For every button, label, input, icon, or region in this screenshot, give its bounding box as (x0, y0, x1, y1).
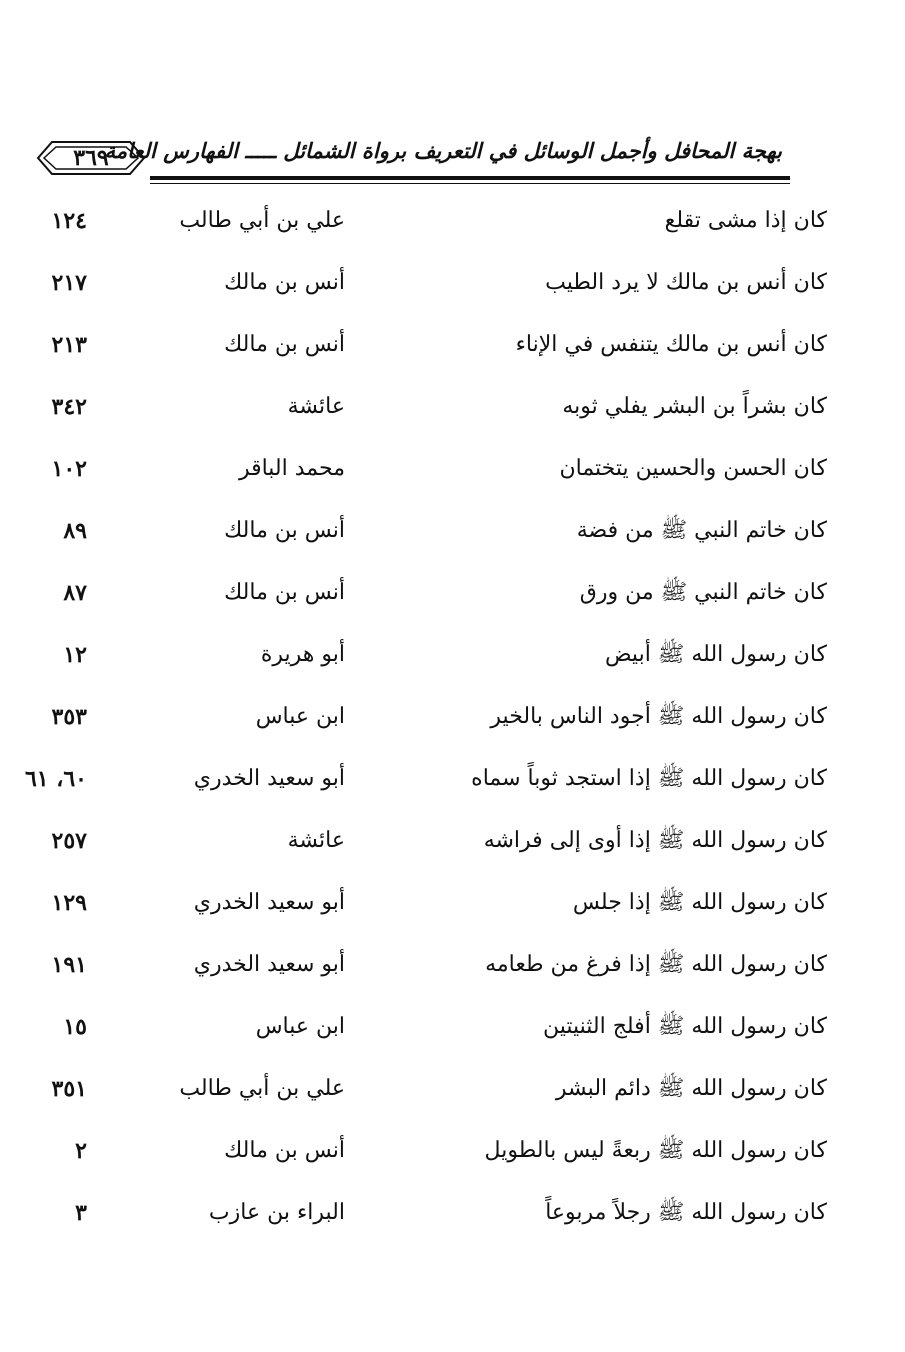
index-row (0, 640, 905, 690)
narrator-name: عائشة (287, 394, 345, 419)
narrator-name: علي بن أبي طالب (179, 208, 345, 233)
narrator-name: أبو هريرة (260, 642, 345, 667)
narrator-name: أبو سعيد الخدري (193, 766, 345, 791)
index-row (0, 268, 905, 318)
page-reference: ٢ (75, 1138, 87, 1164)
narrator-name: أنس بن مالك (224, 270, 345, 295)
index-row (0, 516, 905, 566)
narrator-name: محمد الباقر (238, 456, 345, 481)
page-number-badge (36, 136, 146, 180)
hadith-incipit: كان رسول الله ﷺ إذا جلس (572, 890, 827, 915)
page-reference: ٢١٣ (51, 332, 87, 358)
header-rule-thin (150, 183, 790, 184)
hadith-incipit: كان رسول الله ﷺ أجود الناس بالخير (490, 704, 827, 729)
page-header (30, 128, 790, 184)
hadith-incipit: كان الحسن والحسين يتختمان (559, 456, 827, 481)
index-row (0, 888, 905, 938)
page-reference: ١٢٤ (51, 208, 87, 234)
hadith-incipit: كان خاتم النبي ﷺ من ورق (579, 580, 827, 605)
narrator-name: علي بن أبي طالب (179, 1076, 345, 1101)
narrator-name: أبو سعيد الخدري (193, 890, 345, 915)
index-row (0, 330, 905, 380)
running-title: بهجة المحافل وأجمل الوسائل في التعريف برواة الشمائل ـــــ الفهارس العامة (104, 138, 782, 163)
page-reference: ٦٠، ٦١ (24, 766, 87, 792)
page-reference: ٣٥١ (51, 1076, 87, 1102)
page-reference: ٨٧ (63, 580, 87, 606)
index-row (0, 826, 905, 876)
hadith-incipit: كان رسول الله ﷺ أبيض (604, 642, 827, 667)
index-row (0, 950, 905, 1000)
page-reference: ١٢٩ (51, 890, 87, 916)
hadith-incipit: كان رسول الله ﷺ إذا استجد ثوباً سماه (471, 766, 827, 791)
narrator-name: أنس بن مالك (224, 580, 345, 605)
page-reference: ٨٩ (63, 518, 87, 544)
hadith-incipit: كان إذا مشى تقلع (664, 208, 827, 233)
narrator-name: البراء بن عازب (208, 1200, 345, 1225)
hadith-incipit: كان أنس بن مالك لا يرد الطيب (545, 270, 827, 295)
narrator-name: أنس بن مالك (224, 1138, 345, 1163)
index-row (0, 454, 905, 504)
page-reference: ١٢ (63, 642, 87, 668)
hadith-incipit: كان رسول الله ﷺ إذا فرغ من طعامه (485, 952, 827, 977)
page-reference: ١٠٢ (51, 456, 87, 482)
index-row (0, 206, 905, 256)
hadith-incipit: كان رسول الله ﷺ دائم البشر (555, 1076, 827, 1101)
page-reference: ١٥ (63, 1014, 87, 1040)
hadith-incipit: كان رسول الله ﷺ أفلج الثنيتين (542, 1014, 827, 1039)
page-reference: ٢٥٧ (51, 828, 87, 854)
page-reference: ١٩١ (51, 952, 87, 978)
narrator-name: ابن عباس (255, 1014, 345, 1039)
hadith-incipit: كان خاتم النبي ﷺ من فضة (576, 518, 827, 543)
narrator-name: أنس بن مالك (224, 518, 345, 543)
hadith-incipit: كان رسول الله ﷺ إذا أوى إلى فراشه (483, 828, 827, 853)
page-reference: ٢١٧ (51, 270, 87, 296)
index-row (0, 764, 905, 814)
page-reference: ٣٥٣ (51, 704, 87, 730)
index-row (0, 392, 905, 442)
index-row (0, 702, 905, 752)
page-reference: ٣٤٢ (51, 394, 87, 420)
narrator-name: أبو سعيد الخدري (193, 952, 345, 977)
narrator-name: أنس بن مالك (224, 332, 345, 357)
hadith-incipit: كان أنس بن مالك يتنفس في الإناء (515, 332, 827, 357)
index-row (0, 578, 905, 628)
page-reference: ٣ (75, 1200, 87, 1226)
hadith-incipit: كان بشراً بن البشر يفلي ثوبه (562, 394, 827, 419)
index-row (0, 1074, 905, 1124)
page-number: ٣٦٩ (73, 145, 109, 171)
index-row (0, 1012, 905, 1062)
hadith-incipit: كان رسول الله ﷺ رجلاً مربوعاً (545, 1200, 827, 1225)
narrator-name: عائشة (287, 828, 345, 853)
narrator-name: ابن عباس (255, 704, 345, 729)
index-row (0, 1136, 905, 1186)
hadith-incipit: كان رسول الله ﷺ ربعةً ليس بالطويل (484, 1138, 827, 1163)
index-row (0, 1198, 905, 1248)
header-rule-thick (150, 176, 790, 180)
